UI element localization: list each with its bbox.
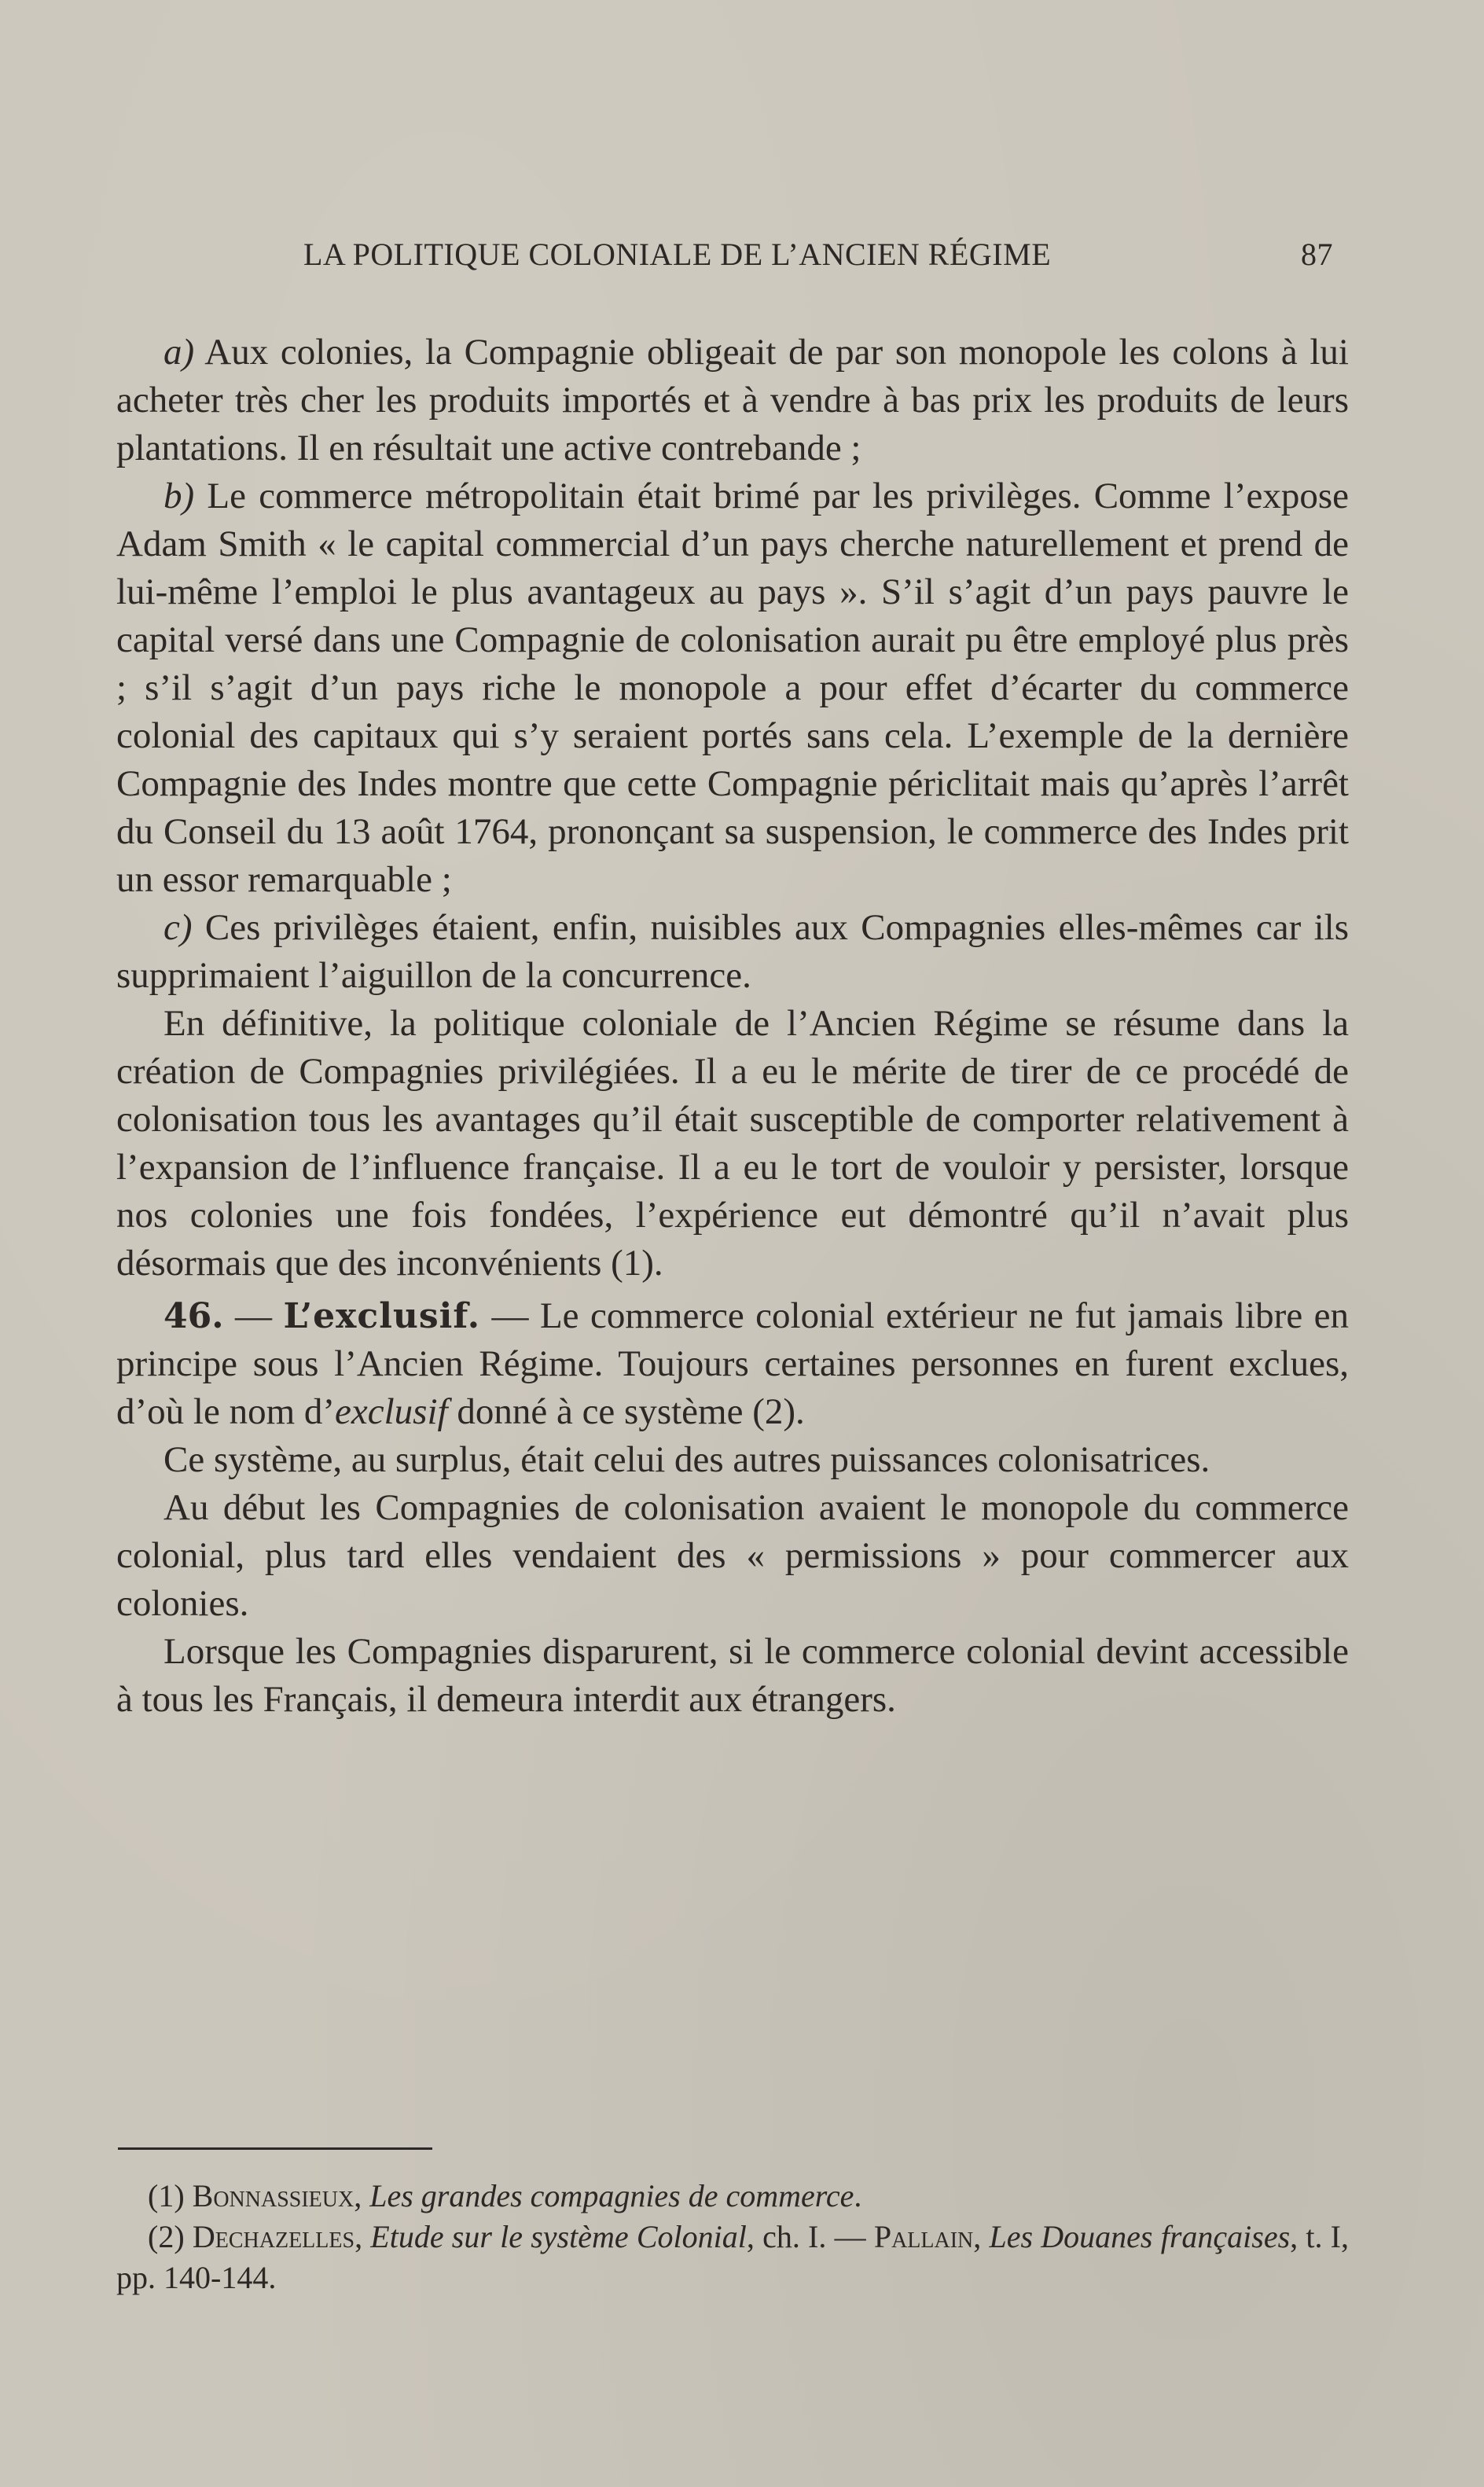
footnote-ref: , ch. I. —: [746, 2219, 874, 2254]
section-46: [116, 1292, 1349, 1436]
paragraph-system: [116, 1436, 1349, 1484]
paragraph-text: Ce système, au surplus, était celui des autres puissances colonisatrices.: [163, 1439, 1210, 1480]
section-title: L’exclusif.: [283, 1296, 481, 1336]
paragraph-b: [116, 472, 1349, 904]
footnotes: [116, 2176, 1349, 2298]
paragraph-text: Ces privilèges étaient, enfin, nuisibles aux Compagnies elles-mêmes car ils supprimaient l’aiguillon de la concurrence.: [116, 907, 1349, 996]
footnote-author: Dechazelles: [192, 2219, 355, 2254]
list-marker: c): [163, 907, 193, 948]
footnote-title: Etude sur le système Colonial: [370, 2219, 747, 2254]
footnote-sep: ,: [973, 2219, 990, 2254]
body-text: [116, 329, 1349, 1724]
footnote-divider: [118, 2147, 432, 2150]
paragraph-text: En définitive, la politique coloniale de l’Ancien Régime se résume dans la création de Compagnies privilégiées. Il a eu le mérite de tirer de ce procédé de colonisation tous les avantages qu’il était susceptible de comporter relativement à l’expansion de l’influence française. Il a eu le tort de vouloir y persister, lorsque nos colonies une fois fondées, l’expérience eut démontré qu’il n’avait plus désormais que des inconvénients (1).: [116, 1003, 1349, 1284]
paragraph-text: Le commerce métropolitain était brimé par les privilèges. Comme l’expose Adam Smith « le capital commercial d’un pays cherche naturellement et prend de lui-même l’emploi le plus avantageux au pays ». S’il s’agit d’un pays pauvre le capital versé dans une Compagnie de colonisation aurait pu être employé plus près ; s’il s’agit d’un pays riche le monopole a pour effet d’écarter du commerce colonial des capitaux qui s’y seraient portés sans cela. L’exemple de la dernière Compagnie des Indes montre que cette Compagnie périclitait mais qu’après l’arrêt du Conseil du 13 août 1764, prononçant sa suspension, le commerce des Indes prit un essor remarquable ;: [116, 476, 1349, 900]
footnote-marker: (1): [148, 2178, 193, 2213]
footnote-2: [116, 2217, 1349, 2298]
footnote-ref: , t. I, pp. 140-144.: [116, 2219, 1350, 2295]
paragraph-text: Le commerce colonial extérieur ne fut jamais libre en principe sous l’Ancien Régime. Toujours certaines personnes en furent exclues, d’où le nom d’: [116, 1295, 1349, 1432]
footnote-title: Les Douanes françaises: [989, 2219, 1291, 2254]
footnote-marker: (2): [148, 2219, 193, 2254]
section-dash: —: [223, 1295, 284, 1336]
paragraph-text: donné à ce système (2).: [447, 1391, 805, 1432]
running-head: [303, 236, 1349, 283]
running-title: LA POLITIQUE COLONIALE DE L’ANCIEN RÉGIME: [303, 237, 1052, 272]
list-marker: a): [163, 332, 195, 373]
footnote-title: Les grandes compagnies de commerce: [369, 2178, 854, 2213]
footnote-author: Bonnassieux: [192, 2178, 354, 2213]
list-marker: b): [163, 476, 195, 516]
paragraph-a: [116, 329, 1349, 472]
paragraph-c: [116, 904, 1349, 1000]
footnote-author: Pallain: [873, 2219, 974, 2254]
section-dash: —: [480, 1295, 540, 1336]
italic-term: exclusif: [335, 1391, 448, 1432]
footnote-sep: ,: [354, 2219, 371, 2254]
footnote-end: .: [854, 2178, 862, 2213]
paragraph-debut: [116, 1484, 1349, 1628]
paragraph-lorsque: [116, 1628, 1349, 1724]
paragraph-text: Lorsque les Compagnies disparurent, si le commerce colonial devint accessible à tous les Français, il demeura interdit aux étrangers.: [116, 1631, 1349, 1720]
paragraph-text: Au début les Compagnies de colonisation avaient le monopole du commerce colonial, plus tard elles vendaient des « permissions » pour commercer aux colonies.: [116, 1487, 1349, 1624]
footnote-sep: ,: [354, 2178, 370, 2213]
page-number: 87: [1301, 237, 1333, 272]
section-number: 46.: [163, 1296, 224, 1336]
paragraph-text: Aux colonies, la Compagnie obligeait de par son monopole les colons à lui acheter très cher les produits importés et à vendre à bas prix les produits de leurs plantations. Il en résultait une active contrebande ;: [116, 332, 1349, 468]
paragraph-conclusion: [116, 1000, 1349, 1288]
footnote-1: [116, 2176, 1349, 2217]
